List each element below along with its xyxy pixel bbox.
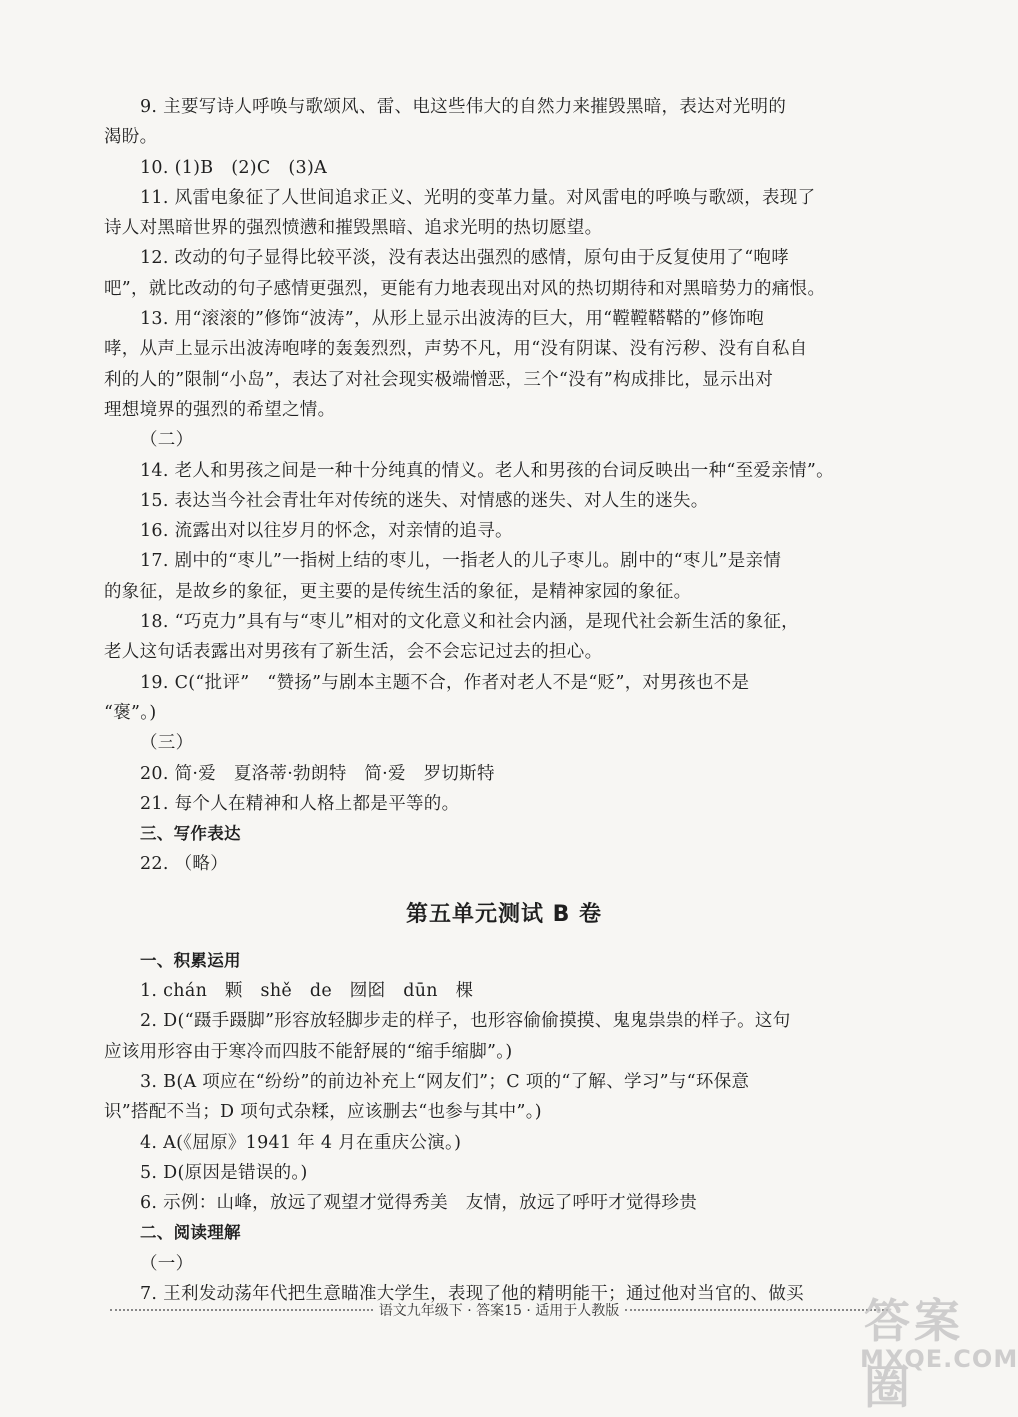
answers-block-unit-a bbox=[104, 92, 904, 880]
answer-line: 22. （略） bbox=[140, 854, 228, 875]
answer-line: “褒”。) bbox=[104, 702, 157, 723]
answer-line: 4. A(《屈原》1941 年 4 月在重庆公演。) bbox=[140, 1132, 462, 1153]
answer-line: 14. 老人和男孩之间是一种十分纯真的情义。老人和男孩的台词反映出一种“至爱亲情”。 bbox=[140, 460, 834, 481]
answers-block-unit-b bbox=[104, 946, 904, 1310]
answer-line: 利的人的”限制“小岛”，表达了对社会现实极端憎恶，三个“没有”构成排比，显示出对 bbox=[104, 369, 774, 390]
answer-line: 一、积累运用 bbox=[140, 950, 241, 970]
answer-line: 7. 王利发动荡年代把生意瞄准大学生，表现了他的精明能干；通过他对当官的、做买 bbox=[140, 1283, 804, 1304]
footer-text: 语文九年级下 · 答案15 · 适用于人教版 bbox=[378, 1303, 620, 1319]
answer-content bbox=[104, 92, 904, 1309]
answer-line: （三） bbox=[140, 733, 194, 754]
section-title: 第五单元测试 B 卷 bbox=[405, 901, 603, 927]
answer-line: 三、写作表达 bbox=[140, 824, 241, 844]
answer-line: 应该用形容由于寒冷而四肢不能舒展的“缩手缩脚”。) bbox=[104, 1041, 513, 1062]
answer-line: 的象征，是故乡的象征，更主要的是传统生活的象征，是精神家园的象征。 bbox=[104, 581, 692, 602]
answer-line: 诗人对黑暗世界的强烈愤懑和摧毁黑暗、追求光明的热切愿望。 bbox=[104, 218, 603, 239]
answer-line: 10. (1)B (2)C (3)A bbox=[140, 157, 328, 178]
answer-line: 识”搭配不当；D 项句式杂糅，应该删去“也参与其中”。) bbox=[104, 1102, 542, 1123]
answer-line: 2. D(“蹑手蹑脚”形容放轻脚步走的样子，也形容偷偷摸摸、鬼鬼祟祟的样子。这句 bbox=[140, 1011, 791, 1032]
answer-line: 哮，从声上显示出波涛咆哮的轰轰烈烈，声势不凡，用“没有阴谋、没有污秽、没有自私自 bbox=[104, 339, 808, 360]
answer-line: 6. 示例：山峰，放远了观望才觉得秀美 友情，放远了呼吁才觉得珍贵 bbox=[140, 1193, 698, 1214]
watermark-logo bbox=[838, 1283, 1018, 1414]
answer-line: 21. 每个人在精神和人格上都是平等的。 bbox=[140, 793, 460, 814]
answer-line: 15. 表达当今社会青壮年对传统的迷失、对情感的迷失、对人生的迷失。 bbox=[140, 490, 709, 511]
answer-line: 11. 风雷电象征了人世间追求正义、光明的变革力量。对风雷电的呼唤与歌颂，表现了 bbox=[140, 187, 816, 208]
answer-line: （一） bbox=[140, 1253, 194, 1274]
answer-line: 老人这句话表露出对男孩有了新生活，会不会忘记过去的担心。 bbox=[104, 642, 603, 663]
watermark-text: 答案圈 bbox=[864, 1294, 964, 1414]
answer-line: 13. 用“滚滚的”修饰“波涛”，从形上显示出波涛的巨大，用“鞺鞺鞳鞳的”修饰咆 bbox=[140, 309, 765, 330]
answer-line: 17. 剧中的“枣儿”一指树上结的枣儿，一指老人的儿子枣儿。剧中的“枣儿”是亲情 bbox=[140, 551, 782, 572]
answer-line: 3. B(A 项应在“纷纷”的前边补充上“网友们”；C 项的“了解、学习”与“环保意 bbox=[140, 1071, 750, 1092]
answer-line: 16. 流露出对以往岁月的怀念，对亲情的追寻。 bbox=[140, 521, 513, 542]
answer-line: 二、阅读理解 bbox=[140, 1223, 241, 1243]
answer-line: 吧”，就比改动的句子感情更强烈，更能有力地表现出对风的热切期待和对黑暗势力的痛恨。 bbox=[104, 278, 826, 299]
answer-line: （二） bbox=[140, 430, 194, 451]
answer-line: 12. 改动的句子显得比较平淡，没有表达出强烈的感情，原句由于反复使用了“咆哮 bbox=[140, 248, 790, 269]
answer-line: 渴盼。 bbox=[104, 127, 158, 148]
answer-line: 理想境界的强烈的希望之情。 bbox=[104, 399, 336, 420]
answer-line: 9. 主要写诗人呼唤与歌颂风、雷、电这些伟大的自然力来摧毁黑暗，表达对光明的 bbox=[140, 97, 787, 117]
answer-line: 5. D(原因是错误的。) bbox=[140, 1162, 308, 1183]
watermark-url: MXQE.COM bbox=[860, 1345, 1018, 1373]
answer-line: 18. “巧克力”具有与“枣儿”相对的文化意义和社会内涵，是现代社会新生活的象征， bbox=[140, 612, 799, 633]
answer-line: 1. chán 颗 shě de 囫囵 dūn 棵 bbox=[140, 981, 474, 1002]
page-footer bbox=[104, 1298, 894, 1322]
answer-line: 19. C(“批评” “赞扬”与剧本主题不合，作者对老人不是“贬”，对男孩也不是 bbox=[140, 672, 750, 693]
answer-line: 20. 简·爱 夏洛蒂·勃朗特 简·爱 罗切斯特 bbox=[140, 763, 495, 784]
footer-dots-left bbox=[110, 1309, 373, 1311]
